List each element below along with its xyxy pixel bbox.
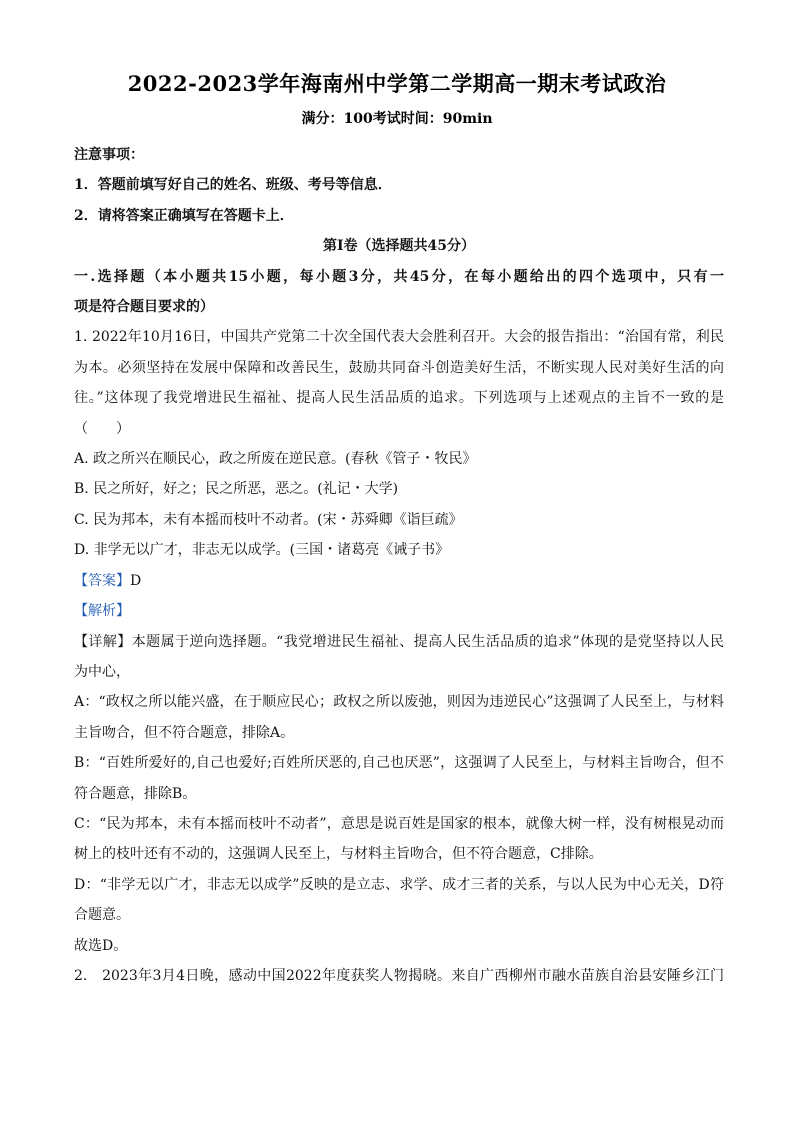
q1-option-b: B. 民之所好，好之；民之所恶，恶之。(礼记・大学) xyxy=(74,481,399,498)
q1-analysis-a-line-1: A：“政权之所以能兴盛，在于顺应民心；政权之所以废弛，则因为违逆民心”这强调了人民至上，与材料 xyxy=(74,694,724,711)
notes-heading: 注意事项： xyxy=(74,147,144,163)
q1-detail-line-1 xyxy=(74,627,724,657)
q1-analysis-a-line-2: 主旨吻合，但不符合题意，排除A。 xyxy=(74,724,295,741)
q1-analysis-b-line-2: 符合题意，排除B。 xyxy=(74,785,197,802)
document-body xyxy=(74,140,724,991)
answer-tag: 【答案】 xyxy=(74,572,130,589)
q1-option-a: A. 政之所兴在顺民心，政之所废在逆民意。(春秋《管子・牧民》 xyxy=(74,451,477,468)
q1-stem-line-1: 1. 2022年10月16日，中国共产党第二十次全国代表大会胜利召开。大会的报告指出：“治国有常，利民 xyxy=(74,329,724,346)
section-title: 第Ⅰ卷（选择题共45分） xyxy=(322,238,476,255)
exam-info: 满分：100考试时间：90min xyxy=(301,111,493,127)
q1-stem-line-3: 往。”这体现了我党增进民生福祉、提高人民生活品质的追求。下列选项与上述观点的主旨不一致的是 xyxy=(74,390,724,407)
q1-analysis-c-line-1: C：“民为邦本，未有本摇而枝叶不动者”，意思是说百姓是国家的根本，就像大树一样，没有树根晃动而 xyxy=(74,815,724,832)
q2-stem-line-1: 2. 2023年3月4日晚，感动中国2022年度获奖人物揭晓。来自广西柳州市融水苗族自治县安陲乡江门 xyxy=(74,967,724,984)
q1-stem-line-2: 为本。必须坚持在发展中保障和改善民生，鼓励共同奋斗创造美好生活，不断实现人民对美好生活的向 xyxy=(74,359,724,376)
section-instructions-line-2: 项是符合题目要求的） xyxy=(74,299,214,316)
q1-option-d: D. 非学无以广才，非志无以成学。(三国・诸葛亮《诫子书》 xyxy=(74,542,450,559)
q1-analysis-b-line-1: B：“百姓所爱好的,自己也爱好;百姓所厌恶的,自己也厌恶”，这强调了人民至上，与材料主旨吻合，但不 xyxy=(74,755,724,772)
detail-tag: 【详解】 xyxy=(74,633,132,650)
notes-item-2: 2．请将答案正确填写在答题卡上． xyxy=(74,207,294,224)
section-instructions-line-1: 一.选择题（本小题共15小题，每小题3分，共45分，在每小题给出的四个选项中，只有一 xyxy=(74,268,724,285)
q1-stem-line-4: （ ） xyxy=(74,420,130,437)
q1-analysis xyxy=(74,596,724,626)
q1-analysis-c-line-2: 树上的枝叶还有不动的，这强调人民至上，与材料主旨吻合，但不符合题意，C排除。 xyxy=(74,846,603,863)
notes-item-1: 1．答题前填写好自己的姓名、班级、考号等信息． xyxy=(74,177,392,194)
q1-detail-line-2: 为中心， xyxy=(74,663,130,680)
analysis-tag: 【解析】 xyxy=(74,603,130,620)
q1-option-c: C. 民为邦本，未有本摇而枝叶不动者。(宋・苏舜卿《诣巨疏》 xyxy=(74,511,463,528)
q1-conclusion: 故选D。 xyxy=(74,937,128,954)
detail-text: 本题属于逆向选择题。“我党增进民生福祉、提高人民生活品质的追求”体现的是党坚持以人民 xyxy=(131,633,724,650)
q1-answer xyxy=(74,566,724,596)
answer-value: D xyxy=(130,572,142,589)
q1-analysis-d-line-1: D：“非学无以广才，非志无以成学”反映的是立志、求学、成才三者的关系，与以人民为中心无关，D符 xyxy=(74,876,724,893)
q1-analysis-d-line-2: 合题意。 xyxy=(74,907,130,924)
page-title: 2022-2023学年海南州中学第二学期高一期末考试政治 xyxy=(127,71,667,96)
